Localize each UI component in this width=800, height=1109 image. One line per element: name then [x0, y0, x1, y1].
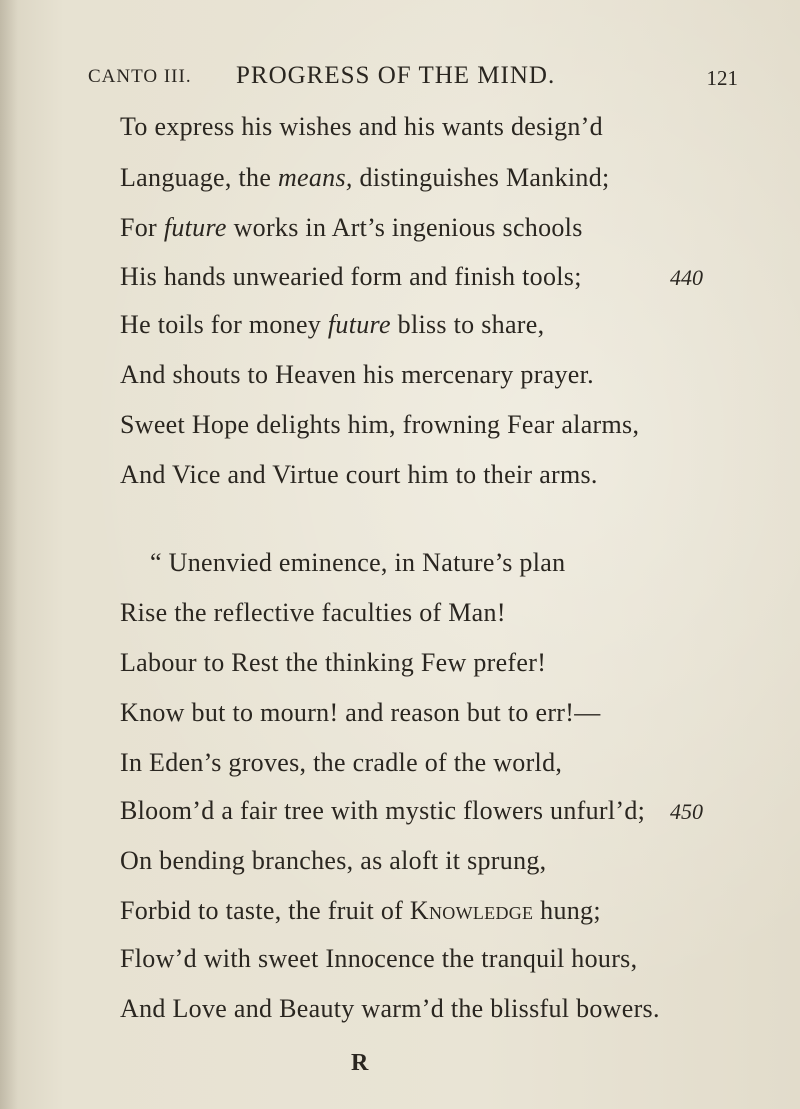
verse-line: Bloom’d a fair tree with mystic flowers unfurl’d;	[120, 796, 646, 825]
page-number: 121	[706, 66, 738, 90]
verse-line: Language, the means, distinguishes Mankind;	[120, 163, 610, 192]
verse-line: To express his wishes and his wants design’d	[120, 112, 603, 141]
canto-label: CANTO III.	[88, 66, 192, 87]
verse-line: Sweet Hope delights him, frowning Fear alarms,	[120, 410, 640, 439]
page-title: PROGRESS OF THE MIND.	[236, 62, 556, 89]
verse-line: Labour to Rest the thinking Few prefer!	[120, 648, 547, 677]
page-edge-shadow	[0, 0, 18, 1109]
line-number: 450	[670, 799, 703, 824]
verse-line: And Love and Beauty warm’d the blissful bowers.	[120, 994, 660, 1023]
running-head	[88, 62, 738, 92]
verse-line: Rise the reflective faculties of Man!	[120, 598, 506, 627]
line-number: 440	[670, 265, 703, 290]
verse-line: Know but to mourn! and reason but to err!—	[120, 698, 601, 727]
verse-line: And Vice and Virtue court him to their arms.	[120, 460, 598, 489]
verse-line: And shouts to Heaven his mercenary prayer.	[120, 360, 594, 389]
verse-line: He toils for money future bliss to share,	[120, 310, 545, 339]
verse-line: Flow’d with sweet Innocence the tranquil hours,	[120, 944, 638, 973]
verse-line: For future works in Art’s ingenious schools	[120, 213, 583, 242]
verse-line: “ Unenvied eminence, in Nature’s plan	[150, 548, 566, 577]
verse-line: On bending branches, as aloft it sprung,	[120, 846, 547, 875]
verse-line: Forbid to taste, the fruit of Knowledge hung;	[120, 896, 601, 925]
signature-mark: R	[351, 1050, 369, 1076]
verse-line: In Eden’s groves, the cradle of the world,	[120, 748, 563, 777]
verse-line: His hands unwearied form and finish tools;	[120, 262, 582, 291]
